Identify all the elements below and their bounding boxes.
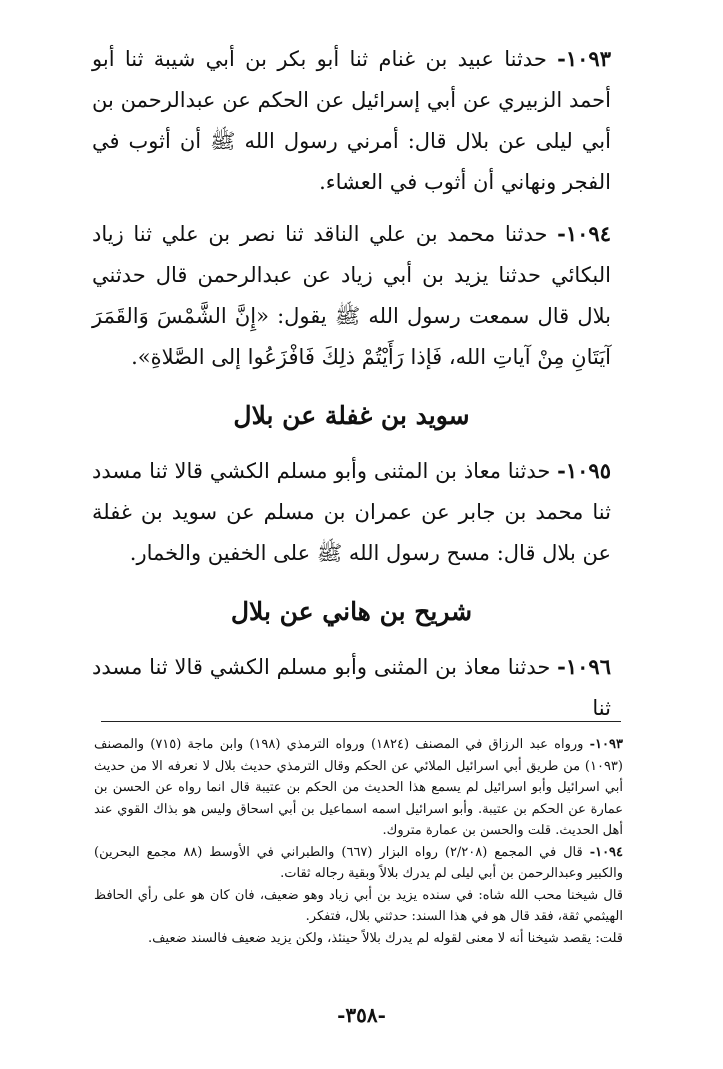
hadith-1095 <box>92 450 611 574</box>
hadith-number: ١٠٩٥- <box>557 458 611 483</box>
footnote-number: ١٠٩٣- <box>589 737 623 752</box>
footnote-1094 <box>94 842 623 885</box>
hadith-text: حدثنا معاذ بن المثنى وأبو مسلم الكشي قالا ثنا مسدد ثنا <box>92 655 611 720</box>
hadith-number: ١٠٩٣- <box>557 46 611 71</box>
footnote-number: ١٠٩٤- <box>589 844 624 860</box>
footnote-1093 <box>94 734 623 842</box>
footnote-text: قلت: يقصد شيخنا أنه لا معنى لقوله لم يدرك بلالاً حينئذ، ولكن يزيد ضعيف فالسند ضعيف. <box>147 930 623 946</box>
hadith-text: حدثنا محمد بن علي الناقد ثنا نصر بن علي ثنا زياد البكائي حدثنا يزيد بن أبي زياد عن عبدالرحمن قال حدثني بلال قال سمعت رسول الله ﷺ يقول: «إِنَّ الشَّمْسَ وَالقَمَرَ آيَتَانِ مِنْ آياتِ الله، فَإذا رَأَيْتُمْ ذلِكَ فَافْزَعُوا إلى الصَّلاةِ». <box>92 222 611 369</box>
hadith-1096 <box>92 646 611 729</box>
footnote-comment <box>94 928 623 950</box>
footnote-text: قال شيخنا محب الله شاه: في سنده يزيد بن أبي زياد وهو ضعيف، فان كان هو على رأي الحافظ الهيثمي ثقة، فقد قال هو في هذا السند: حدثني بلال، فتفكر. <box>94 887 623 924</box>
hadith-text: حدثنا عبيد بن غنام ثنا أبو بكر بن أبي شيبة ثنا أبو أحمد الزبيري عن أبي إسرائيل عن الحكم عن عبدالرحمن بن أبي ليلى عن بلال قال: أمرني رسول الله ﷺ أن أثوب في الفجر ونهاني أن أثوب في العشاء. <box>92 47 611 194</box>
hadith-number: ١٠٩٤- <box>557 221 611 246</box>
section-heading-suwayd: سويد بن غفلة عن بلال <box>233 401 470 430</box>
hadith-number: ١٠٩٦- <box>557 654 611 679</box>
footnotes <box>94 734 623 949</box>
footnote-text: قال في المجمع (٢/٢٠٨) رواه البزار (٦٦٧) والطبراني في الأوسط (٨٨ مجمع البحرين) والكبير وعبدالرحمن بن أبي ليلى لم يدرك بلالاً وبقية رجاله ثقات. <box>94 844 623 881</box>
hadith-1093 <box>92 38 611 203</box>
page-number: -٣٥٨- <box>337 1003 386 1027</box>
hadith-1094 <box>92 213 611 378</box>
footnote-separator <box>101 721 621 722</box>
footnote-text: ورواه عبد الرزاق في المصنف (١٨٢٤) ورواه الترمذي (١٩٨) وابن ماجة (٧١٥) والمصنف (١٠٩٣) من طريق أبي اسرائيل الملائي عن الحكم وقال الترمذي حديث بلال لا نعرفه الا من حديث أبي اسرائيل وأبو اسرائيل لم يسمع هذا الحديث من الحكم بن عتيبة قال انما رواه عن الحسن بن عمارة عن الحكم بن عتيبة. وأبو اسرائيل اسمه اسماعيل بن أبي اسحاق وليس هو بذاك القوي عند أهل الحديث. قلت والحسن بن عمارة متروك. <box>94 737 623 838</box>
footnote-comment <box>94 885 623 928</box>
section-heading-shurayh: شريح بن هاني عن بلال <box>230 597 473 626</box>
hadith-text: حدثنا معاذ بن المثنى وأبو مسلم الكشي قالا ثنا مسدد ثنا محمد بن جابر عن عمران بن مسلم عن سويد بن غفلة عن بلال قال: مسح رسول الله ﷺ على الخفين والخمار. <box>92 459 611 565</box>
main-text <box>92 38 611 729</box>
